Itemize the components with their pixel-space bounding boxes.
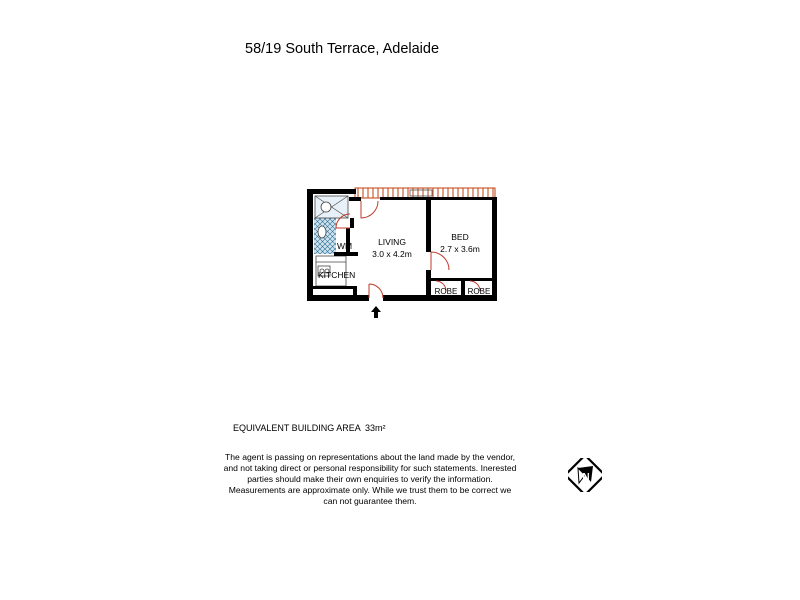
building-area-label: EQUIVALENT BUILDING AREA: [233, 423, 361, 433]
room-dims-bed: 2.7 x 3.6m: [440, 244, 480, 254]
room-name-living: LIVING: [378, 237, 406, 247]
svg-text:N: N: [582, 472, 590, 483]
basin-icon: [321, 202, 331, 212]
room-dims-living: 3.0 x 4.2m: [372, 249, 412, 259]
building-area-value: 33m²: [365, 423, 386, 433]
entry-arrow-icon: [371, 306, 381, 318]
balcony: [355, 188, 495, 198]
toilet-icon: [318, 226, 326, 238]
disclaimer-text: The agent is passing on representations about the land made by the vendor, and not taking direct or personal responsibility for such statements. Inerested parties should make their own enquiries to verify the information. Measurements are approximate only. While we trust them to be correct we can not guarantee them.: [223, 452, 517, 506]
page-title: 58/19 South Terrace, Adelaide: [245, 41, 440, 57]
north-compass-icon: [568, 458, 602, 492]
room-name-robe-1: ROBE: [434, 287, 458, 296]
room-name-robe-2: ROBE: [467, 287, 491, 296]
room-name-bed: BED: [451, 232, 469, 242]
room-name-kitchen: KITCHEN: [318, 270, 356, 280]
room-name-wm: WM: [337, 241, 353, 251]
